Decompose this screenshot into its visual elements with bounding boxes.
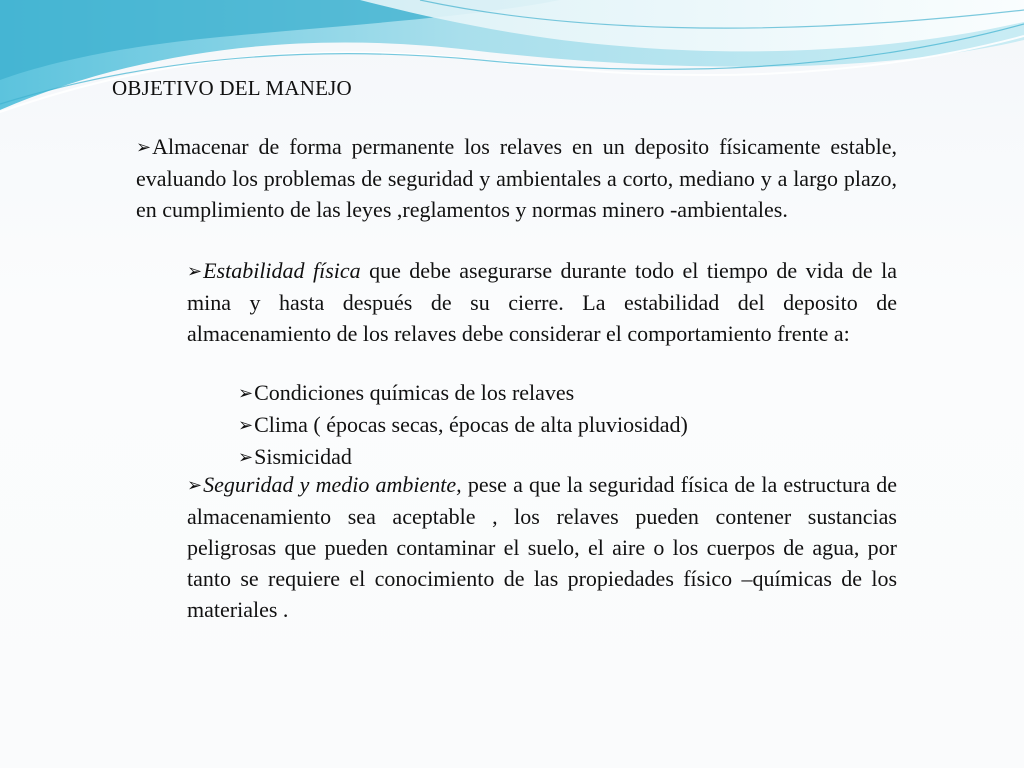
list-item bbox=[238, 409, 898, 441]
physical-stability-heading: Estabilidad física bbox=[203, 258, 361, 283]
paragraph-safety-environment bbox=[187, 469, 897, 625]
arrow-bullet-icon: ➢ bbox=[238, 415, 254, 435]
arrow-bullet-icon: ➢ bbox=[187, 261, 203, 281]
list-item-text: Condiciones químicas de los relaves bbox=[254, 380, 575, 405]
safety-environment-text: pese a que la seguridad física de la estructura de almacenamiento sea aceptable , los relaves pueden contener sustancias peligrosas que pueden contaminar el suelo, el aire o los cuerpos de agua, por tanto se requiere el conocimiento de las propiedades físico –químicas de los materiales . bbox=[187, 472, 898, 622]
arrow-bullet-icon: ➢ bbox=[238, 447, 254, 467]
arrow-bullet-icon: ➢ bbox=[238, 383, 254, 403]
paragraph-objective bbox=[136, 131, 897, 225]
safety-environment-heading: Seguridad y medio ambiente, bbox=[203, 472, 462, 497]
objective-text: Almacenar de forma permanente los relaves en un deposito físicamente estable, evaluando los problemas de seguridad y ambientales a corto, mediano y a largo plazo, en cumplimiento de las leyes ,reglamentos y normas minero -ambientales. bbox=[136, 134, 897, 222]
physical-stability-text: que debe asegurarse durante todo el tiempo de vida de la mina y hasta después de su cierre. La estabilidad del deposito de almacenamiento de los relaves debe considerar el comportamiento frente a: bbox=[187, 258, 897, 346]
wave-header-decoration bbox=[0, 0, 1024, 130]
list-item bbox=[238, 377, 898, 409]
conditions-list bbox=[238, 377, 898, 473]
slide-title: OBJETIVO DEL MANEJO bbox=[112, 76, 352, 100]
arrow-bullet-icon: ➢ bbox=[136, 137, 152, 157]
paragraph-physical-stability bbox=[187, 255, 897, 349]
list-item-text: Clima ( épocas secas, épocas de alta pluviosidad) bbox=[254, 412, 688, 437]
list-item-text: Sismicidad bbox=[254, 444, 352, 469]
arrow-bullet-icon: ➢ bbox=[187, 475, 203, 495]
